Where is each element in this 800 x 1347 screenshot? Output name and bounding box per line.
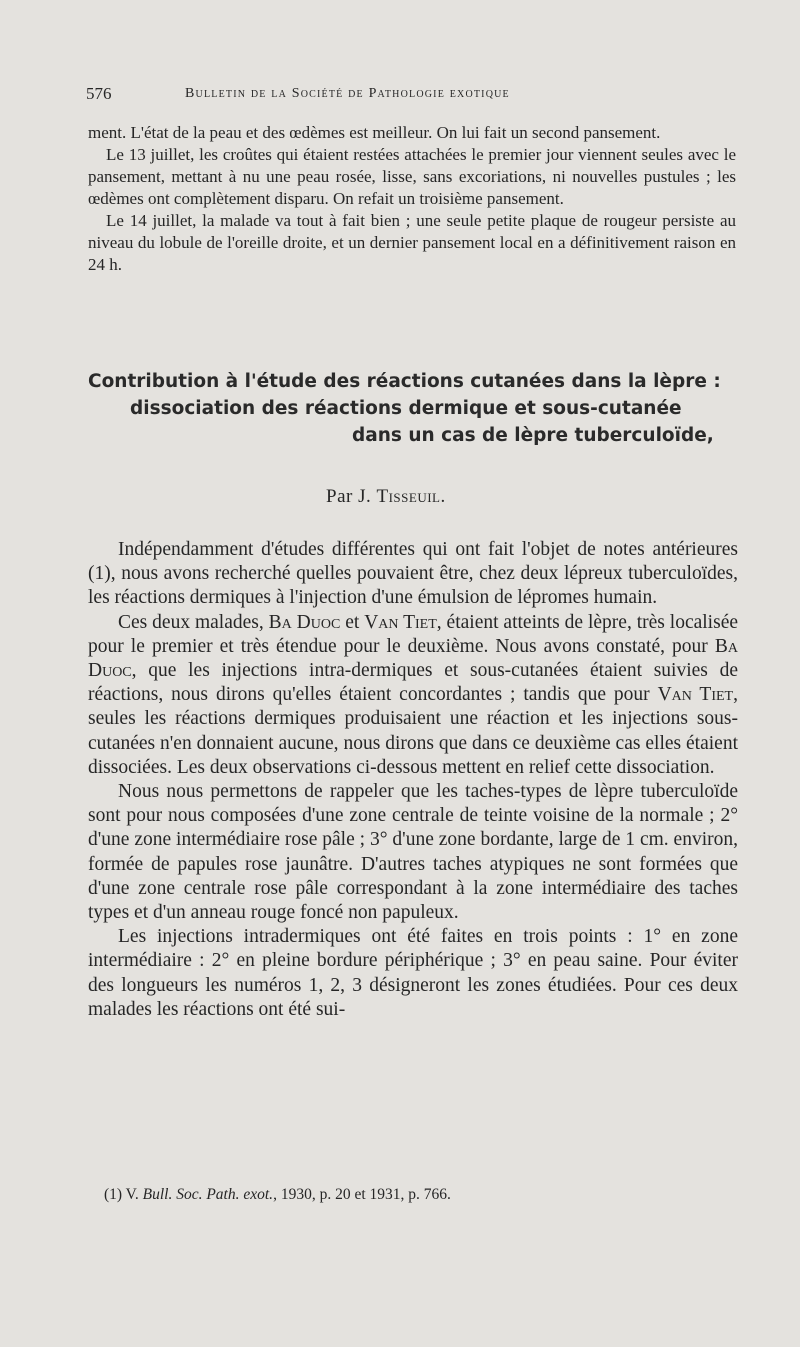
article-title-line: Contribution à l'étude des réactions cutanées dans la lèpre : [88,371,721,392]
body-paragraph [88,611,738,780]
continued-paragraph: Le 13 juillet, les croûtes qui étaient restées attachées le premier jour viennent seules avec le pansement, mettant à nu une peau rosée, lisse, sans excoriations, ni nouvelles pustules ; les œdèmes ont complètement disparu. On refait un troisième pansement. [88,145,736,208]
running-title: Bulletin de la Société de Pathologie exotique [185,86,510,101]
text-run: , étaient atteints de lèpre, très localisée pour le premier et très étendue pour le deuxième. Nous avons constaté, pour [88,611,738,657]
footnote-journal: Bull. Soc. Path. exot. [142,1186,274,1203]
body-paragraph: Nous nous permettons de rappeler que les taches-types de lèpre tuberculoïde sont pour nous composées d'une zone centrale de teinte voisine de la normale ; 2° d'une zone intermédiaire rose pâle ; 3° d'une zone bordante, large de 1 cm. environ, formée de papules rose jaunâtre. D'autres taches atypiques ne sont formées que d'une zone centrale rose pâle correspondant à la zone intermédiaire des taches types et d'un anneau rouge foncé non papuleux. [88,781,738,924]
author-name: Tisseuil. [376,486,446,507]
footnote-prefix: (1) V. [104,1186,143,1203]
patient-name: Van Tiet [657,684,734,706]
footnote [104,1186,451,1204]
text-run: , seules les réactions dermiques produisaient une réaction et les injections sous-cutanées n'en donnaient aucune, nous dirons que dans ce deuxième cas elles étaient dissociées. Les deux observations ci-dessous mettent en relief cette dissociation. [88,684,738,778]
patient-name: Van Tiet [364,611,437,633]
article-body [88,538,738,1022]
byline-prefix: Par J. [326,486,377,507]
page-header [86,84,642,108]
text-run: et [340,611,365,633]
text-run: Ces deux malades, [118,611,269,633]
article-title-line: dans un cas de lèpre tuberculoïde, [352,425,714,446]
body-paragraph: Indépendamment d'études différentes qui ont fait l'objet de notes antérieures (1), nous avons recherché quelles pouvaient être, chez deux lépreux tuberculoïdes, les réactions dermiques à l'injection d'une émulsion de lépromes humain. [88,539,738,609]
footnote-rest: , 1930, p. 20 et 1931, p. 766. [273,1186,451,1203]
continued-text [88,122,736,276]
page-number: 576 [86,84,112,103]
text-run: , que les injections intra-dermiques et sous-cutanées étaient suivies de réactions, nous dirons qu'elles étaient concordantes ; tandis que pour [88,660,738,706]
article-title-line: dissociation des réactions dermique et sous-cutanée [130,398,682,419]
body-paragraph: Les injections intradermiques ont été faites en trois points : 1° en zone intermédiaire : 2° en pleine bordure périphérique ; 3° en peau saine. Pour éviter des longueurs les numéros 1, 2, 3 désigneront les zones étudiées. Pour ces deux malades les réactions ont été sui- [88,926,738,1020]
byline [326,486,446,508]
patient-name: Ba Duoc [268,611,341,633]
continued-paragraph: ment. L'état de la peau et des œdèmes est meilleur. On lui fait un second pansement. [88,123,661,142]
article-title [88,368,738,449]
patient-name: Ba Duoc [88,635,738,682]
continued-paragraph: Le 14 juillet, la malade va tout à fait bien ; une seule petite plaque de rougeur persiste au niveau du lobule de l'oreille droite, et un dernier pansement local en a définitivement raison en 24 h. [88,211,736,274]
